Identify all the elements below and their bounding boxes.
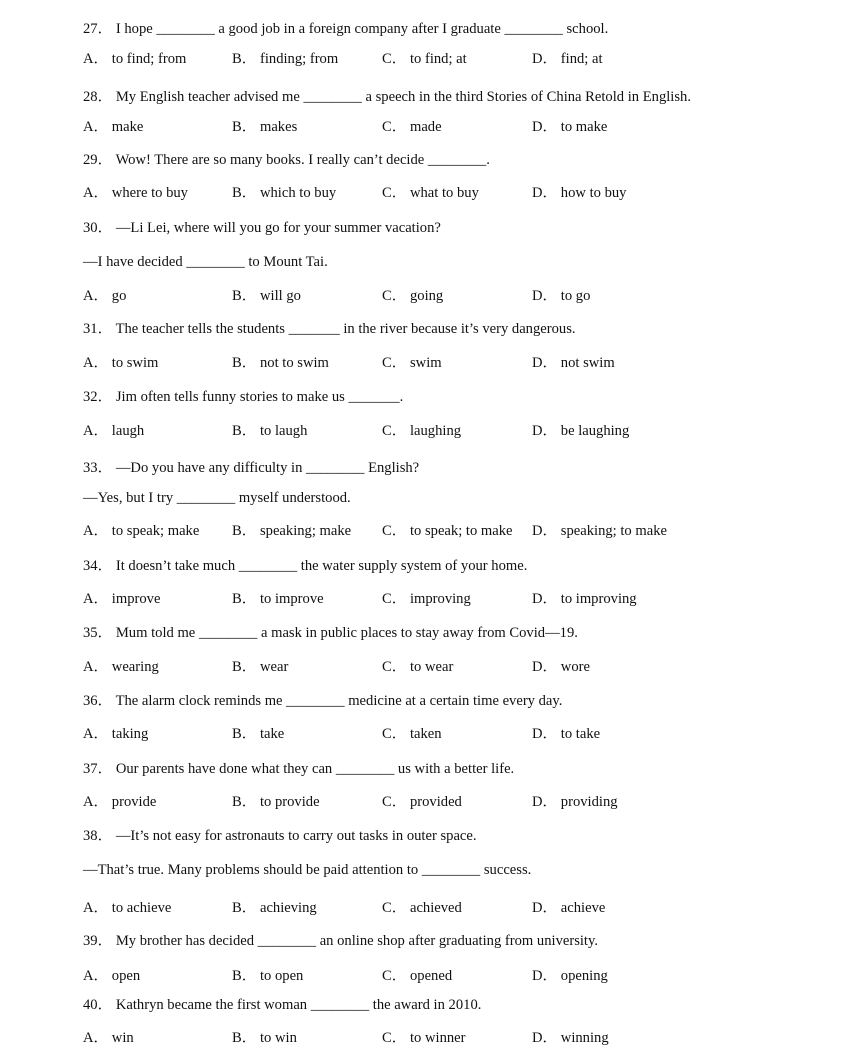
question-stem: 33． —Do you have any difficulty in ________ English? — [83, 460, 420, 476]
answer-option-b: B． speaking; make — [232, 523, 352, 539]
answer-option-a: A． to swim — [83, 355, 159, 371]
question-stem: 31． The teacher tells the students _______ in the river because it’s very dangerous. — [83, 321, 576, 337]
answer-option-a: A． make — [83, 119, 144, 135]
answer-option-b: B． will go — [232, 288, 301, 304]
question-stem: 30． —Li Lei, where will you go for your summer vacation? — [83, 220, 441, 236]
answer-option-c: C． to find; at — [382, 51, 467, 67]
answer-option-c: C． opened — [382, 968, 453, 984]
answer-option-b: B． to provide — [232, 794, 320, 810]
answer-option-a: A． where to buy — [83, 185, 188, 201]
answer-option-d: D． winning — [532, 1030, 609, 1046]
answer-option-c: C． taken — [382, 726, 442, 742]
answer-option-d: D． be laughing — [532, 423, 630, 439]
answer-option-d: D． to improving — [532, 591, 637, 607]
answer-option-a: A． to find; from — [83, 51, 187, 67]
answer-option-c: C． made — [382, 119, 442, 135]
question-stem: 38． —It’s not easy for astronauts to carry out tasks in outer space. — [83, 828, 477, 844]
question-stem: 35． Mum told me ________ a mask in public places to stay away from Covid—19. — [83, 625, 578, 641]
answer-option-d: D． speaking; to make — [532, 523, 667, 539]
answer-option-c: C． swim — [382, 355, 442, 371]
answer-option-d: D． not swim — [532, 355, 615, 371]
answer-option-a: A． open — [83, 968, 141, 984]
question-dialogue-line: —Yes, but I try ________ myself understood. — [83, 490, 351, 506]
answer-option-d: D． to take — [532, 726, 601, 742]
answer-option-a: A． improve — [83, 591, 161, 607]
answer-option-b: B． not to swim — [232, 355, 329, 371]
answer-option-b: B． wear — [232, 659, 289, 675]
question-stem: 39． My brother has decided ________ an online shop after graduating from university. — [83, 933, 598, 949]
answer-option-d: D． achieve — [532, 900, 606, 916]
answer-option-d: D． opening — [532, 968, 608, 984]
answer-option-d: D． to make — [532, 119, 608, 135]
answer-option-a: A． wearing — [83, 659, 159, 675]
question-stem: 34． It doesn’t take much ________ the water supply system of your home. — [83, 558, 528, 574]
answer-option-d: D． find; at — [532, 51, 603, 67]
answer-option-a: A． to speak; make — [83, 523, 200, 539]
answer-option-b: B． to improve — [232, 591, 324, 607]
answer-option-c: C． to winner — [382, 1030, 466, 1046]
answer-option-b: B． to open — [232, 968, 304, 984]
answer-option-c: C． to wear — [382, 659, 454, 675]
question-stem: 29． Wow! There are so many books. I really can’t decide ________. — [83, 152, 490, 168]
answer-option-a: A． go — [83, 288, 127, 304]
answer-option-c: C． achieved — [382, 900, 462, 916]
question-stem: 36． The alarm clock reminds me ________ medicine at a certain time every day. — [83, 693, 563, 709]
answer-option-a: A． laugh — [83, 423, 145, 439]
question-stem: 32． Jim often tells funny stories to make us _______. — [83, 389, 404, 405]
answer-option-d: D． how to buy — [532, 185, 627, 201]
answer-option-c: C． provided — [382, 794, 462, 810]
answer-option-b: B． to laugh — [232, 423, 308, 439]
question-stem: 37． Our parents have done what they can ________ us with a better life. — [83, 761, 515, 777]
answer-option-c: C． going — [382, 288, 444, 304]
answer-option-a: A． provide — [83, 794, 157, 810]
answer-option-a: A． win — [83, 1030, 134, 1046]
answer-option-b: B． which to buy — [232, 185, 337, 201]
answer-option-b: B． achieving — [232, 900, 317, 916]
answer-option-b: B． take — [232, 726, 285, 742]
answer-option-c: C． laughing — [382, 423, 462, 439]
answer-option-a: A． taking — [83, 726, 149, 742]
question-dialogue-line: —That’s true. Many problems should be paid attention to ________ success. — [83, 862, 532, 878]
answer-option-d: D． providing — [532, 794, 618, 810]
answer-option-c: C． what to buy — [382, 185, 479, 201]
question-stem: 27． I hope ________ a good job in a foreign company after I graduate ________ school. — [83, 21, 609, 37]
answer-option-c: C． to speak; to make — [382, 523, 513, 539]
answer-option-b: B． to win — [232, 1030, 297, 1046]
question-stem: 40． Kathryn became the first woman ________ the award in 2010. — [83, 997, 482, 1013]
answer-option-a: A． to achieve — [83, 900, 172, 916]
question-stem: 28． My English teacher advised me ________ a speech in the third Stories of China Retold in English. — [83, 89, 691, 105]
question-dialogue-line: —I have decided ________ to Mount Tai. — [83, 254, 328, 270]
answer-option-b: B． finding; from — [232, 51, 339, 67]
answer-option-b: B． makes — [232, 119, 298, 135]
answer-option-d: D． wore — [532, 659, 590, 675]
answer-option-d: D． to go — [532, 288, 591, 304]
answer-option-c: C． improving — [382, 591, 471, 607]
